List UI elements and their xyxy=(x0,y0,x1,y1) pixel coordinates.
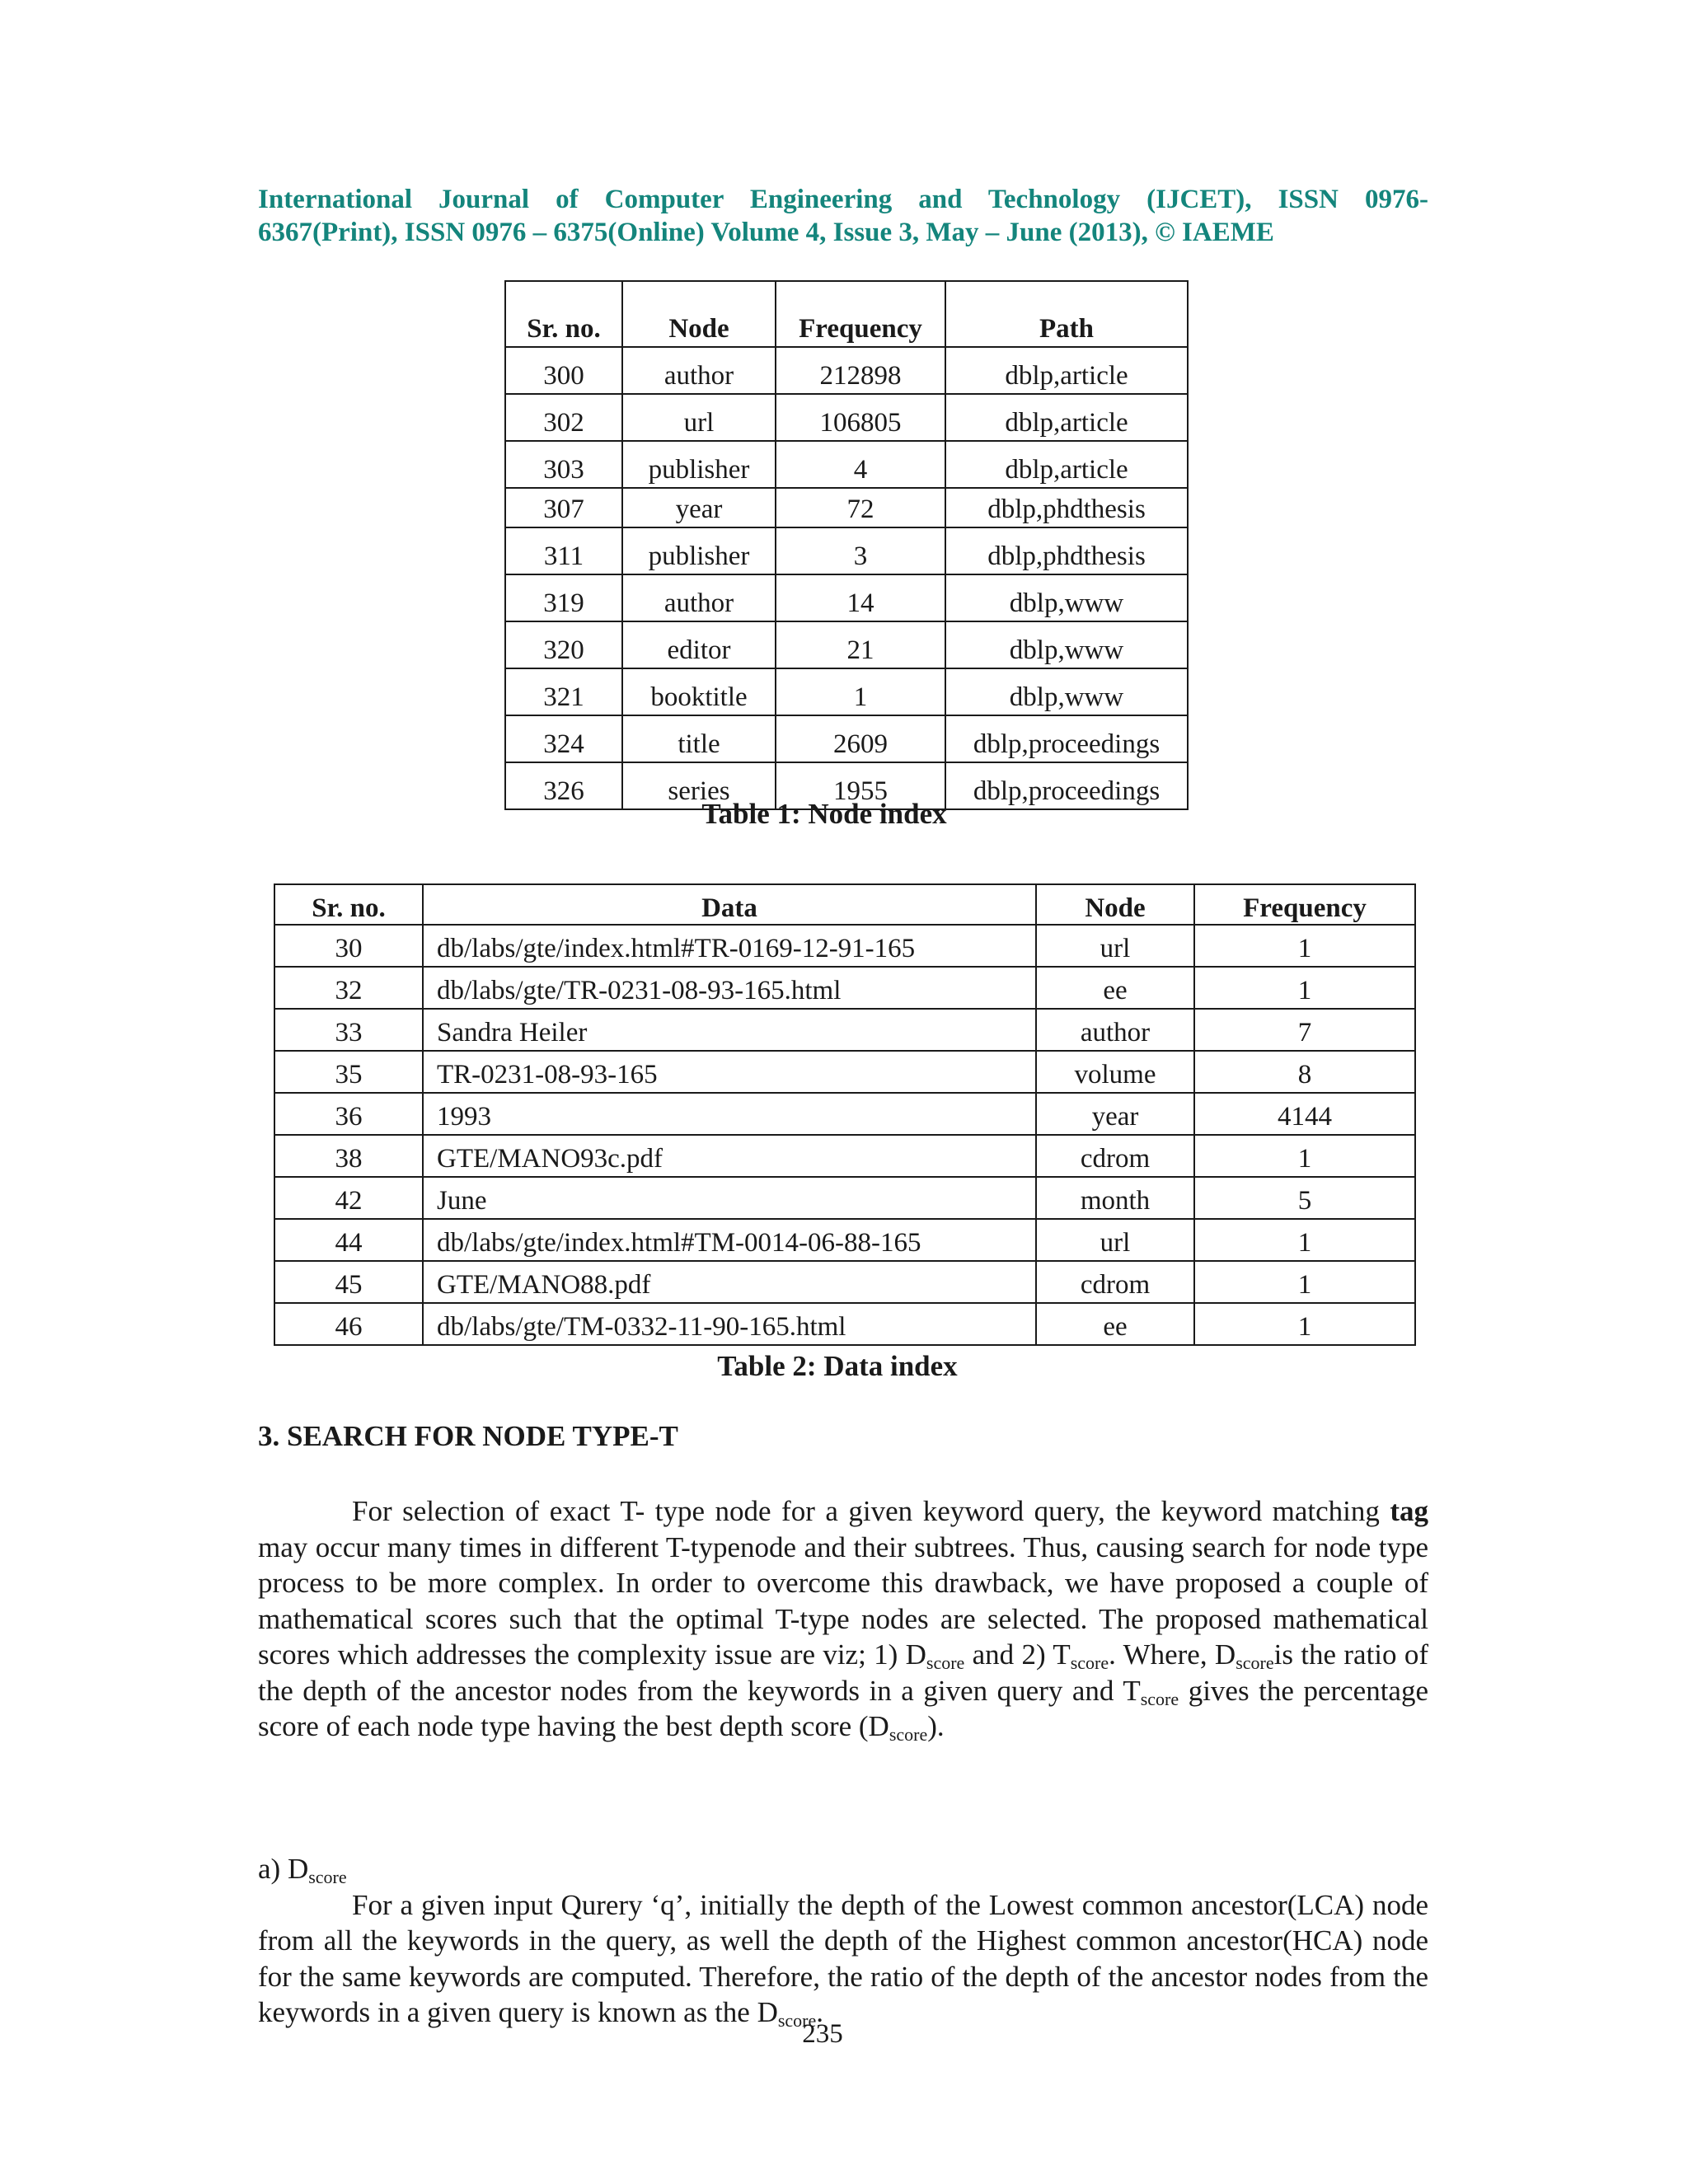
table-cell: author xyxy=(1036,1009,1194,1051)
table-row xyxy=(274,1261,1415,1303)
sub-heading: a) $D_{score}$ xyxy=(258,1853,347,1887)
table-cell: 1 xyxy=(1194,925,1415,967)
table-row xyxy=(505,574,1188,621)
col-header: Frequency xyxy=(776,281,945,347)
table-cell: 1955 xyxy=(776,762,945,809)
table-cell: dblp,www xyxy=(945,574,1188,621)
table-row xyxy=(505,715,1188,762)
table-cell: 44 xyxy=(274,1219,423,1261)
table-cell: dblp,phdthesis xyxy=(945,488,1188,527)
table-cell: 307 xyxy=(505,488,622,527)
data-index-table xyxy=(274,883,1416,1346)
col-header: Path xyxy=(945,281,1188,347)
table-cell: 36 xyxy=(274,1093,423,1135)
table-cell: 324 xyxy=(505,715,622,762)
col-header: Sr. no. xyxy=(274,884,423,925)
table-cell: dblp,www xyxy=(945,621,1188,668)
table-cell: db/labs/gte/index.html#TR-0169-12-91-165 xyxy=(423,925,1036,967)
section-heading: 3. SEARCH FOR NODE TYPE-T xyxy=(258,1420,678,1452)
table-cell: 1 xyxy=(1194,1303,1415,1345)
table-cell: cdrom xyxy=(1036,1261,1194,1303)
table-row xyxy=(505,394,1188,441)
table-cell: series xyxy=(622,762,776,809)
table-cell: db/labs/gte/TR-0231-08-93-165.html xyxy=(423,967,1036,1009)
table-cell: 33 xyxy=(274,1009,423,1051)
table-cell: 2609 xyxy=(776,715,945,762)
table-cell: 32 xyxy=(274,967,423,1009)
table2-caption: Table 2: Data index xyxy=(717,1350,958,1382)
table-cell: dblp,phdthesis xyxy=(945,527,1188,574)
paragraph-2: a) $D_{score}$ For a given input Qurery ‘q’, initially the depth of the Lowest common ancestor(LCA) node from all the keywords in the query, as well the depth of the Highest common ancestor(HCA) node for the same keywords are computed. Therefore, the ratio of the depth of the ancestor nodes from the keywords in a given query is known as the $D_{score}$. xyxy=(258,1853,1428,2031)
table-cell: ee xyxy=(1036,967,1194,1009)
table-cell: dblp,proceedings xyxy=(945,715,1188,762)
col-header: Data xyxy=(423,884,1036,925)
table-row xyxy=(274,1093,1415,1135)
table-row xyxy=(505,668,1188,715)
table-cell: 42 xyxy=(274,1177,423,1219)
table-cell: 38 xyxy=(274,1135,423,1177)
table-cell: 326 xyxy=(505,762,622,809)
table-cell: booktitle xyxy=(622,668,776,715)
table-cell: GTE/MANO93c.pdf xyxy=(423,1135,1036,1177)
table-cell: 320 xyxy=(505,621,622,668)
table-row xyxy=(274,1009,1415,1051)
table-cell: publisher xyxy=(622,441,776,488)
table-cell: 321 xyxy=(505,668,622,715)
table-cell: 319 xyxy=(505,574,622,621)
table-cell: year xyxy=(1036,1093,1194,1135)
table-cell: 45 xyxy=(274,1261,423,1303)
table-cell: 7 xyxy=(1194,1009,1415,1051)
table-cell: author xyxy=(622,574,776,621)
table-cell: 46 xyxy=(274,1303,423,1345)
node-index-table xyxy=(504,280,1189,810)
col-header: Node xyxy=(1036,884,1194,925)
table-row xyxy=(505,488,1188,527)
table-cell: 302 xyxy=(505,394,622,441)
table-cell: month xyxy=(1036,1177,1194,1219)
table-cell: 4 xyxy=(776,441,945,488)
table-row xyxy=(505,441,1188,488)
table-cell: 300 xyxy=(505,347,622,394)
table-cell: title xyxy=(622,715,776,762)
table-cell: TR-0231-08-93-165 xyxy=(423,1051,1036,1093)
table-cell: 5 xyxy=(1194,1177,1415,1219)
table-row xyxy=(274,1051,1415,1093)
table-cell: dblp,proceedings xyxy=(945,762,1188,809)
table-cell: 14 xyxy=(776,574,945,621)
table-cell: 8 xyxy=(1194,1051,1415,1093)
table-cell: 1 xyxy=(776,668,945,715)
table-cell: dblp,article xyxy=(945,394,1188,441)
table-cell: editor xyxy=(622,621,776,668)
table-cell: 1 xyxy=(1194,1219,1415,1261)
table-row xyxy=(274,925,1415,967)
journal-header xyxy=(258,183,1428,249)
table-cell: volume xyxy=(1036,1051,1194,1093)
table-cell: 72 xyxy=(776,488,945,527)
table-cell: 3 xyxy=(776,527,945,574)
table-cell: publisher xyxy=(622,527,776,574)
table-cell: June xyxy=(423,1177,1036,1219)
table-cell: dblp,article xyxy=(945,441,1188,488)
table-cell: 30 xyxy=(274,925,423,967)
header-line-2: 6367(Print), ISSN 0976 – 6375(Online) Volume 4, Issue 3, May – June (2013), © IAEME xyxy=(258,218,1274,247)
header-line-1: International Journal of Computer Engineering and Technology (IJCET), ISSN 0976- xyxy=(258,185,1428,214)
table-cell: 1 xyxy=(1194,967,1415,1009)
table-cell: 1993 xyxy=(423,1093,1036,1135)
table-cell: url xyxy=(1036,1219,1194,1261)
table-header-row xyxy=(505,281,1188,347)
table-row xyxy=(505,621,1188,668)
col-header: Frequency xyxy=(1194,884,1415,925)
table-row xyxy=(505,347,1188,394)
table-cell: year xyxy=(622,488,776,527)
table-cell: 1 xyxy=(1194,1261,1415,1303)
table-cell: Sandra Heiler xyxy=(423,1009,1036,1051)
table-row xyxy=(274,1219,1415,1261)
table-row xyxy=(274,1303,1415,1345)
table-cell: dblp,article xyxy=(945,347,1188,394)
table1-caption: Table 1: Node index xyxy=(701,798,947,830)
table-cell: cdrom xyxy=(1036,1135,1194,1177)
table-cell: url xyxy=(1036,925,1194,967)
table-cell: 212898 xyxy=(776,347,945,394)
table-row xyxy=(505,527,1188,574)
table-cell: url xyxy=(622,394,776,441)
table-row xyxy=(274,1135,1415,1177)
table-header-row xyxy=(274,884,1415,925)
table-cell: 4144 xyxy=(1194,1093,1415,1135)
table-cell: 35 xyxy=(274,1051,423,1093)
table-cell: 303 xyxy=(505,441,622,488)
table-row xyxy=(274,1177,1415,1219)
table-cell: ee xyxy=(1036,1303,1194,1345)
table-cell: author xyxy=(622,347,776,394)
col-header: Sr. no. xyxy=(505,281,622,347)
table-cell: 1 xyxy=(1194,1135,1415,1177)
table-cell: GTE/MANO88.pdf xyxy=(423,1261,1036,1303)
paragraph-1: For selection of exact T- type node for a given keyword query, the keyword matching tag may occur many times in different T-typenode and their subtrees. Thus, causing search for node type process to be more complex. In order to overcome this drawback, we have proposed a couple of mathematical scores such that the optimal T-type nodes are selected. The proposed mathematical scores which addresses the complexity issue are viz; 1) $D_{score}$ and 2) $T_{score}$. Where, $D_{score}is$ the ratio of the depth of the ancestor nodes from the keywords in a given query and $T_{score}$ gives the percentage score of each node type having the best depth score $(D_{score})$. xyxy=(258,1495,1428,1745)
table-cell: dblp,www xyxy=(945,668,1188,715)
table-cell: 106805 xyxy=(776,394,945,441)
table-cell: 21 xyxy=(776,621,945,668)
table-cell: db/labs/gte/TM-0332-11-90-165.html xyxy=(423,1303,1036,1345)
col-header: Node xyxy=(622,281,776,347)
table-cell: 311 xyxy=(505,527,622,574)
table-cell: db/labs/gte/index.html#TM-0014-06-88-165 xyxy=(423,1219,1036,1261)
table-row xyxy=(274,967,1415,1009)
page-number: 235 xyxy=(802,2019,843,2049)
